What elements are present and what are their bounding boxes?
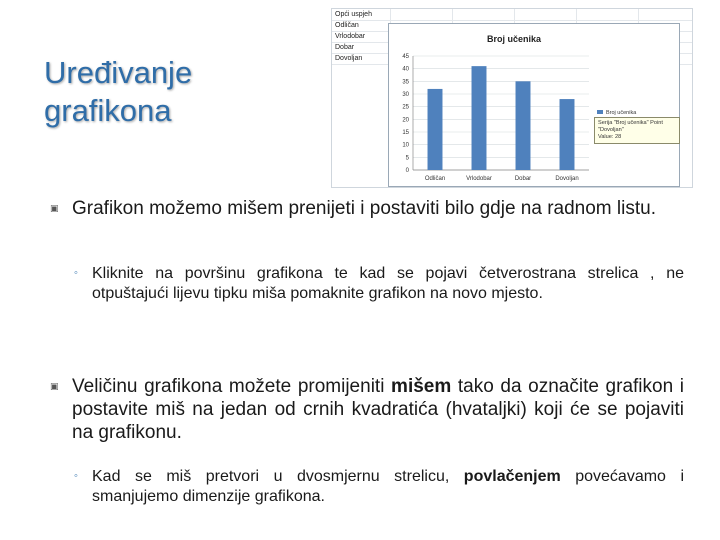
- bar: [428, 89, 443, 170]
- y-tick-label: 30: [402, 92, 409, 98]
- bullet-2-emphasis: mišem: [391, 376, 452, 397]
- sub-bullet-icon: ◦: [74, 267, 78, 279]
- x-tick-label: Dovoljan: [555, 176, 579, 182]
- cell-row[interactable]: Dobar: [335, 44, 355, 51]
- y-tick-label: 20: [402, 117, 409, 124]
- sub-bullet-2-part: Kad se miš pretvori u dvosmjernu strelicu,: [92, 468, 464, 485]
- y-tick-label: 15: [402, 130, 409, 136]
- sub-bullet-icon: ◦: [74, 470, 78, 482]
- y-tick-label: 0: [405, 168, 409, 174]
- y-tick-label: 25: [402, 104, 409, 111]
- bar: [472, 66, 487, 170]
- sub-bullet-2-text: [92, 467, 684, 507]
- sub-bullet-1-text: Kliknite na površinu grafikona te kad se pojavi četverostrana strelica , ne otpuštajući lijevu tipku miša pomaknite grafikon na novo mjesto.: [92, 265, 684, 302]
- cell-row[interactable]: Vrlodobar: [335, 33, 366, 40]
- x-tick-label: Dobar: [514, 176, 532, 182]
- data-cells: [332, 9, 390, 64]
- slide-title-line-1: Uređivanje: [44, 55, 193, 90]
- cell-row[interactable]: Odličan: [335, 22, 359, 29]
- legend-swatch: [597, 110, 603, 114]
- y-tick-label: 10: [402, 142, 409, 149]
- x-tick-label: Vrlodobar: [466, 176, 492, 182]
- bullet-2-part: Veličinu grafikona možete promijeniti: [72, 376, 392, 397]
- tooltip-series: Serija "Broj učenika" Point "Dovoljan": [598, 120, 663, 133]
- bar: [560, 99, 575, 170]
- bullet-2-part: tako da označite grafikon i postavite miš na jedan od crnih kvadratića (hvataljki) koji će se pojaviti na grafikonu.: [72, 376, 684, 443]
- legend-label: Broj učenika: [606, 110, 637, 116]
- bar: [516, 81, 531, 170]
- y-tick-label: 35: [402, 79, 409, 86]
- slide-title: [44, 54, 274, 130]
- chart-tooltip: [594, 117, 680, 144]
- bullet-2-text: [72, 375, 684, 444]
- cell-row[interactable]: Dovoljan: [335, 55, 363, 62]
- y-tick-label: 45: [402, 54, 409, 60]
- slide-title-line-2: grafikona: [44, 93, 172, 128]
- bullet-1-text: Grafikon možemo mišem prenijeti i postaviti bilo gdje na radnom listu.: [72, 198, 656, 219]
- x-tick-label: Odličan: [424, 176, 446, 182]
- chart-title: Broj učenika: [486, 34, 542, 44]
- cell-header[interactable]: Opći uspjeh: [335, 11, 372, 18]
- y-tick-label: 40: [402, 66, 409, 73]
- chart-object[interactable]: [388, 23, 680, 187]
- y-tick-label: 5: [405, 155, 409, 162]
- sub-bullet-2-part: povećavamo i smanjujemo dimenzije grafikona.: [92, 468, 684, 505]
- bullet-icon: ▣: [50, 203, 59, 213]
- excel-screenshot: [331, 8, 693, 188]
- bullet-icon: ▣: [50, 381, 59, 391]
- tooltip-value: Value: 28: [598, 134, 622, 140]
- sub-bullet-2-emphasis: povlačenjem: [463, 468, 561, 485]
- bar-chart[interactable]: [389, 24, 681, 188]
